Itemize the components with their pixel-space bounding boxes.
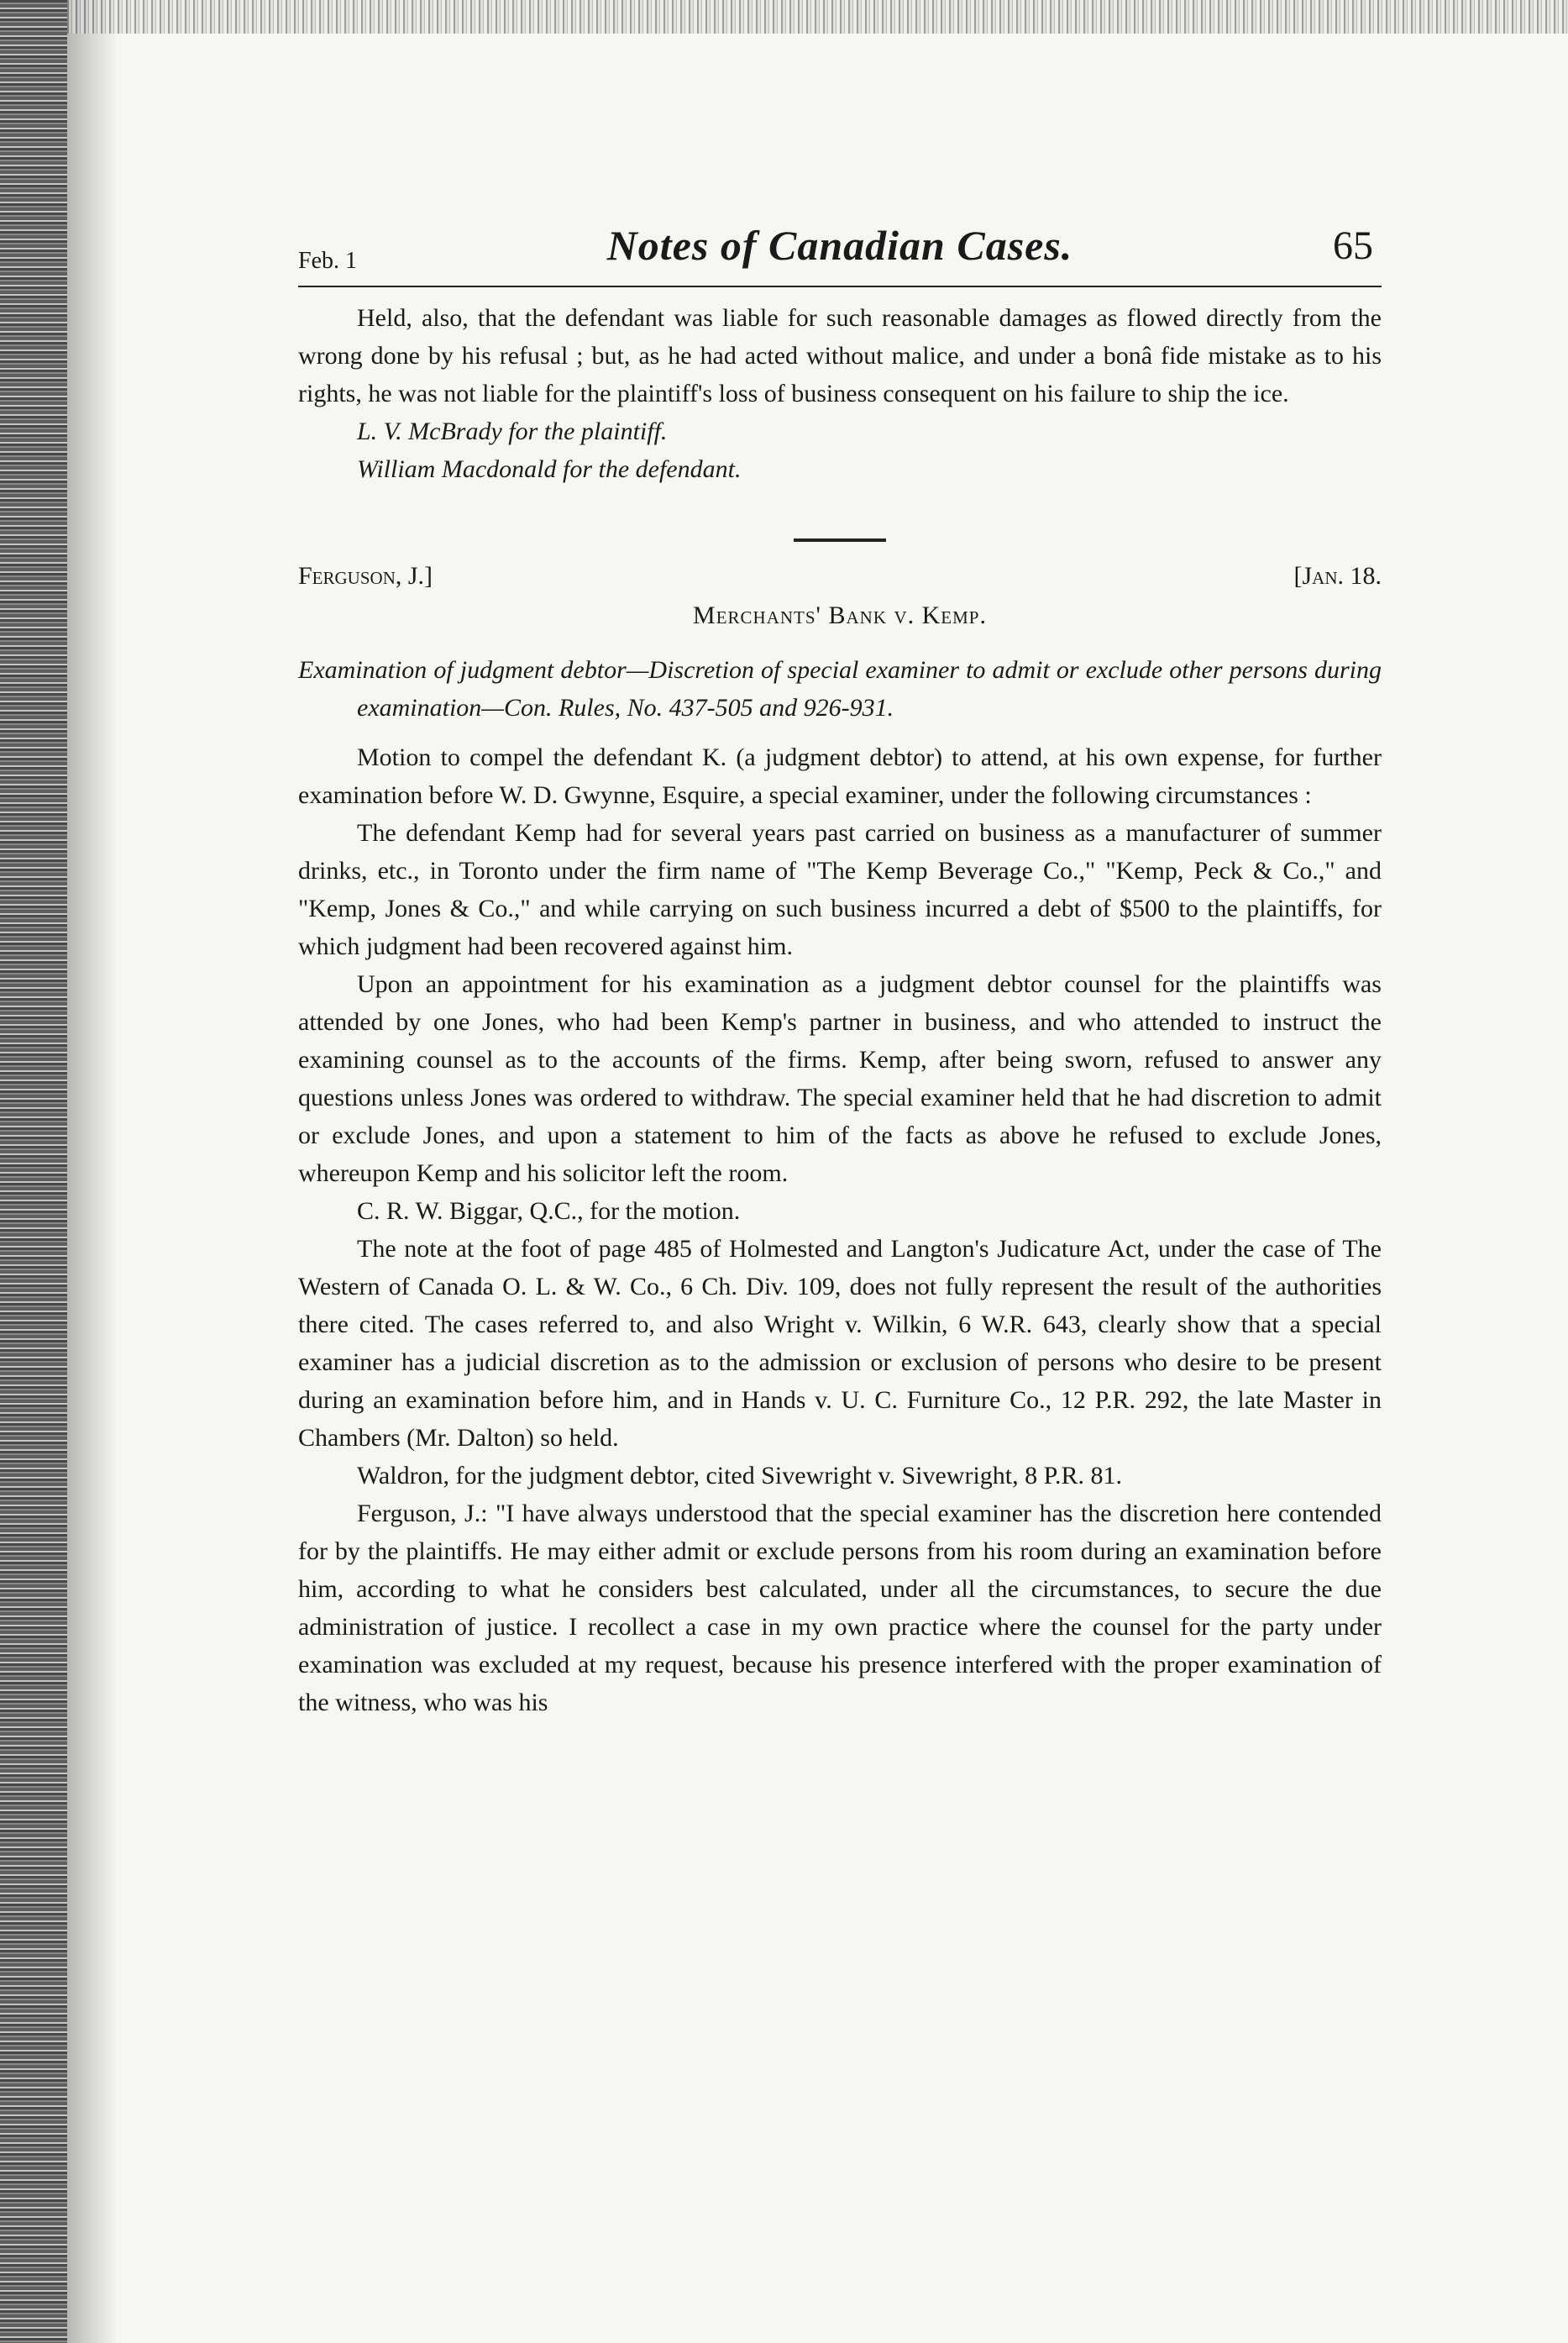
page-number: 65 — [1333, 223, 1373, 268]
case-heading-line — [298, 557, 1382, 595]
case-date: [Jan. 18. — [1293, 562, 1382, 590]
page-content — [298, 222, 1382, 1721]
facts-paragraph: The defendant Kemp had for several years past carried on business as a manufacturer of summer drinks, etc., in Toronto under the firm name of "The Kemp Beverage Co.," "Kemp, Peck & Co.," and "Kemp, Jones & Co.," and while carrying on such business incurred a debt of $500 to the plaintiffs, for which judgment had been recovered against him. — [298, 819, 1382, 960]
counsel-for-motion: C. R. W. Biggar, Q.C., for the motion. — [357, 1197, 741, 1225]
held-paragraph: Held, also, that the defendant was liable for such reasonable damages as flowed directly from the wrong done by his refusal ; but, as he had acted without malice, and under a bonâ fide mistake as to his rights, he was not liable for the plaintiff's loss of business consequent on his failure to ship the ice. — [298, 304, 1382, 407]
header-date: Feb. 1 — [298, 248, 357, 274]
motion-paragraph: Motion to compel the defendant K. (a judgment debtor) to attend, at his own expense, for further examination before W. D. Gwynne, Esquire, a special examiner, under the following circumstances : — [298, 743, 1382, 809]
running-header — [298, 222, 1382, 287]
note-paragraph: The note at the foot of page 485 of Holmested and Langton's Judicature Act, under the case of The Western of Canada O. L. & W. Co., 6 Ch. Div. 109, does not fully represent the result of the authorities there cited. The cases referred to, and also Wright v. Wilkin, 6 W.R. 643, clearly show that a special examiner has a judicial discretion as to the admission or exclusion of persons who desire to be present during an examination before him, and in Hands v. U. C. Furniture Co., 12 P.R. 292, the late Master in Chambers (Mr. Dalton) so held. — [298, 1235, 1382, 1452]
book-binding-edge — [0, 0, 67, 2343]
header-title: Notes of Canadian Cases. — [606, 222, 1073, 269]
case-headnote: Examination of judgment debtor—Discretion of special examiner to admit or exclude other persons during examination—Con. Rules, No. 437-505 and 926-931. — [298, 656, 1382, 722]
judgment-paragraph: Ferguson, J.: "I have always understood that the special examiner has the discretion here contended for by the plaintiffs. He may either admit or exclude persons from his room during an examination before him, according to what he considers best calculated, under all the circumstances, to secure the due administration of justice. I recollect a case in my own practice where the counsel for the party under examination was excluded at my request, because his presence interfered with the proper examination of the witness, who was his — [298, 1500, 1382, 1716]
case-judge: Ferguson, J.] — [298, 562, 433, 590]
counsel-plaintiff: L. V. McBrady for the plaintiff. — [357, 418, 668, 445]
appointment-paragraph: Upon an appointment for his examination as a judgment debtor counsel for the plaintiffs was attended by one Jones, who had been Kemp's partner in business, and who attended to instruct the examining counsel as to the accounts of the firms. Kemp, after being sworn, refused to answer any questions unless Jones was ordered to withdraw. The special examiner held that he had discretion to admit or exclude Jones, and upon a statement to him of the facts as above he refused to exclude Jones, whereupon Kemp and his solicitor left the room. — [298, 970, 1382, 1187]
waldron-paragraph: Waldron, for the judgment debtor, cited Sivewright v. Sivewright, 8 P.R. 81. — [357, 1462, 1122, 1489]
case-parties: Merchants' Bank v. Kemp. — [693, 602, 987, 629]
page-top-edge — [67, 0, 1568, 34]
counsel-defendant: William Macdonald for the defendant. — [357, 455, 742, 483]
previous-case-tail — [298, 299, 1382, 488]
case-separator-rule — [794, 538, 886, 542]
